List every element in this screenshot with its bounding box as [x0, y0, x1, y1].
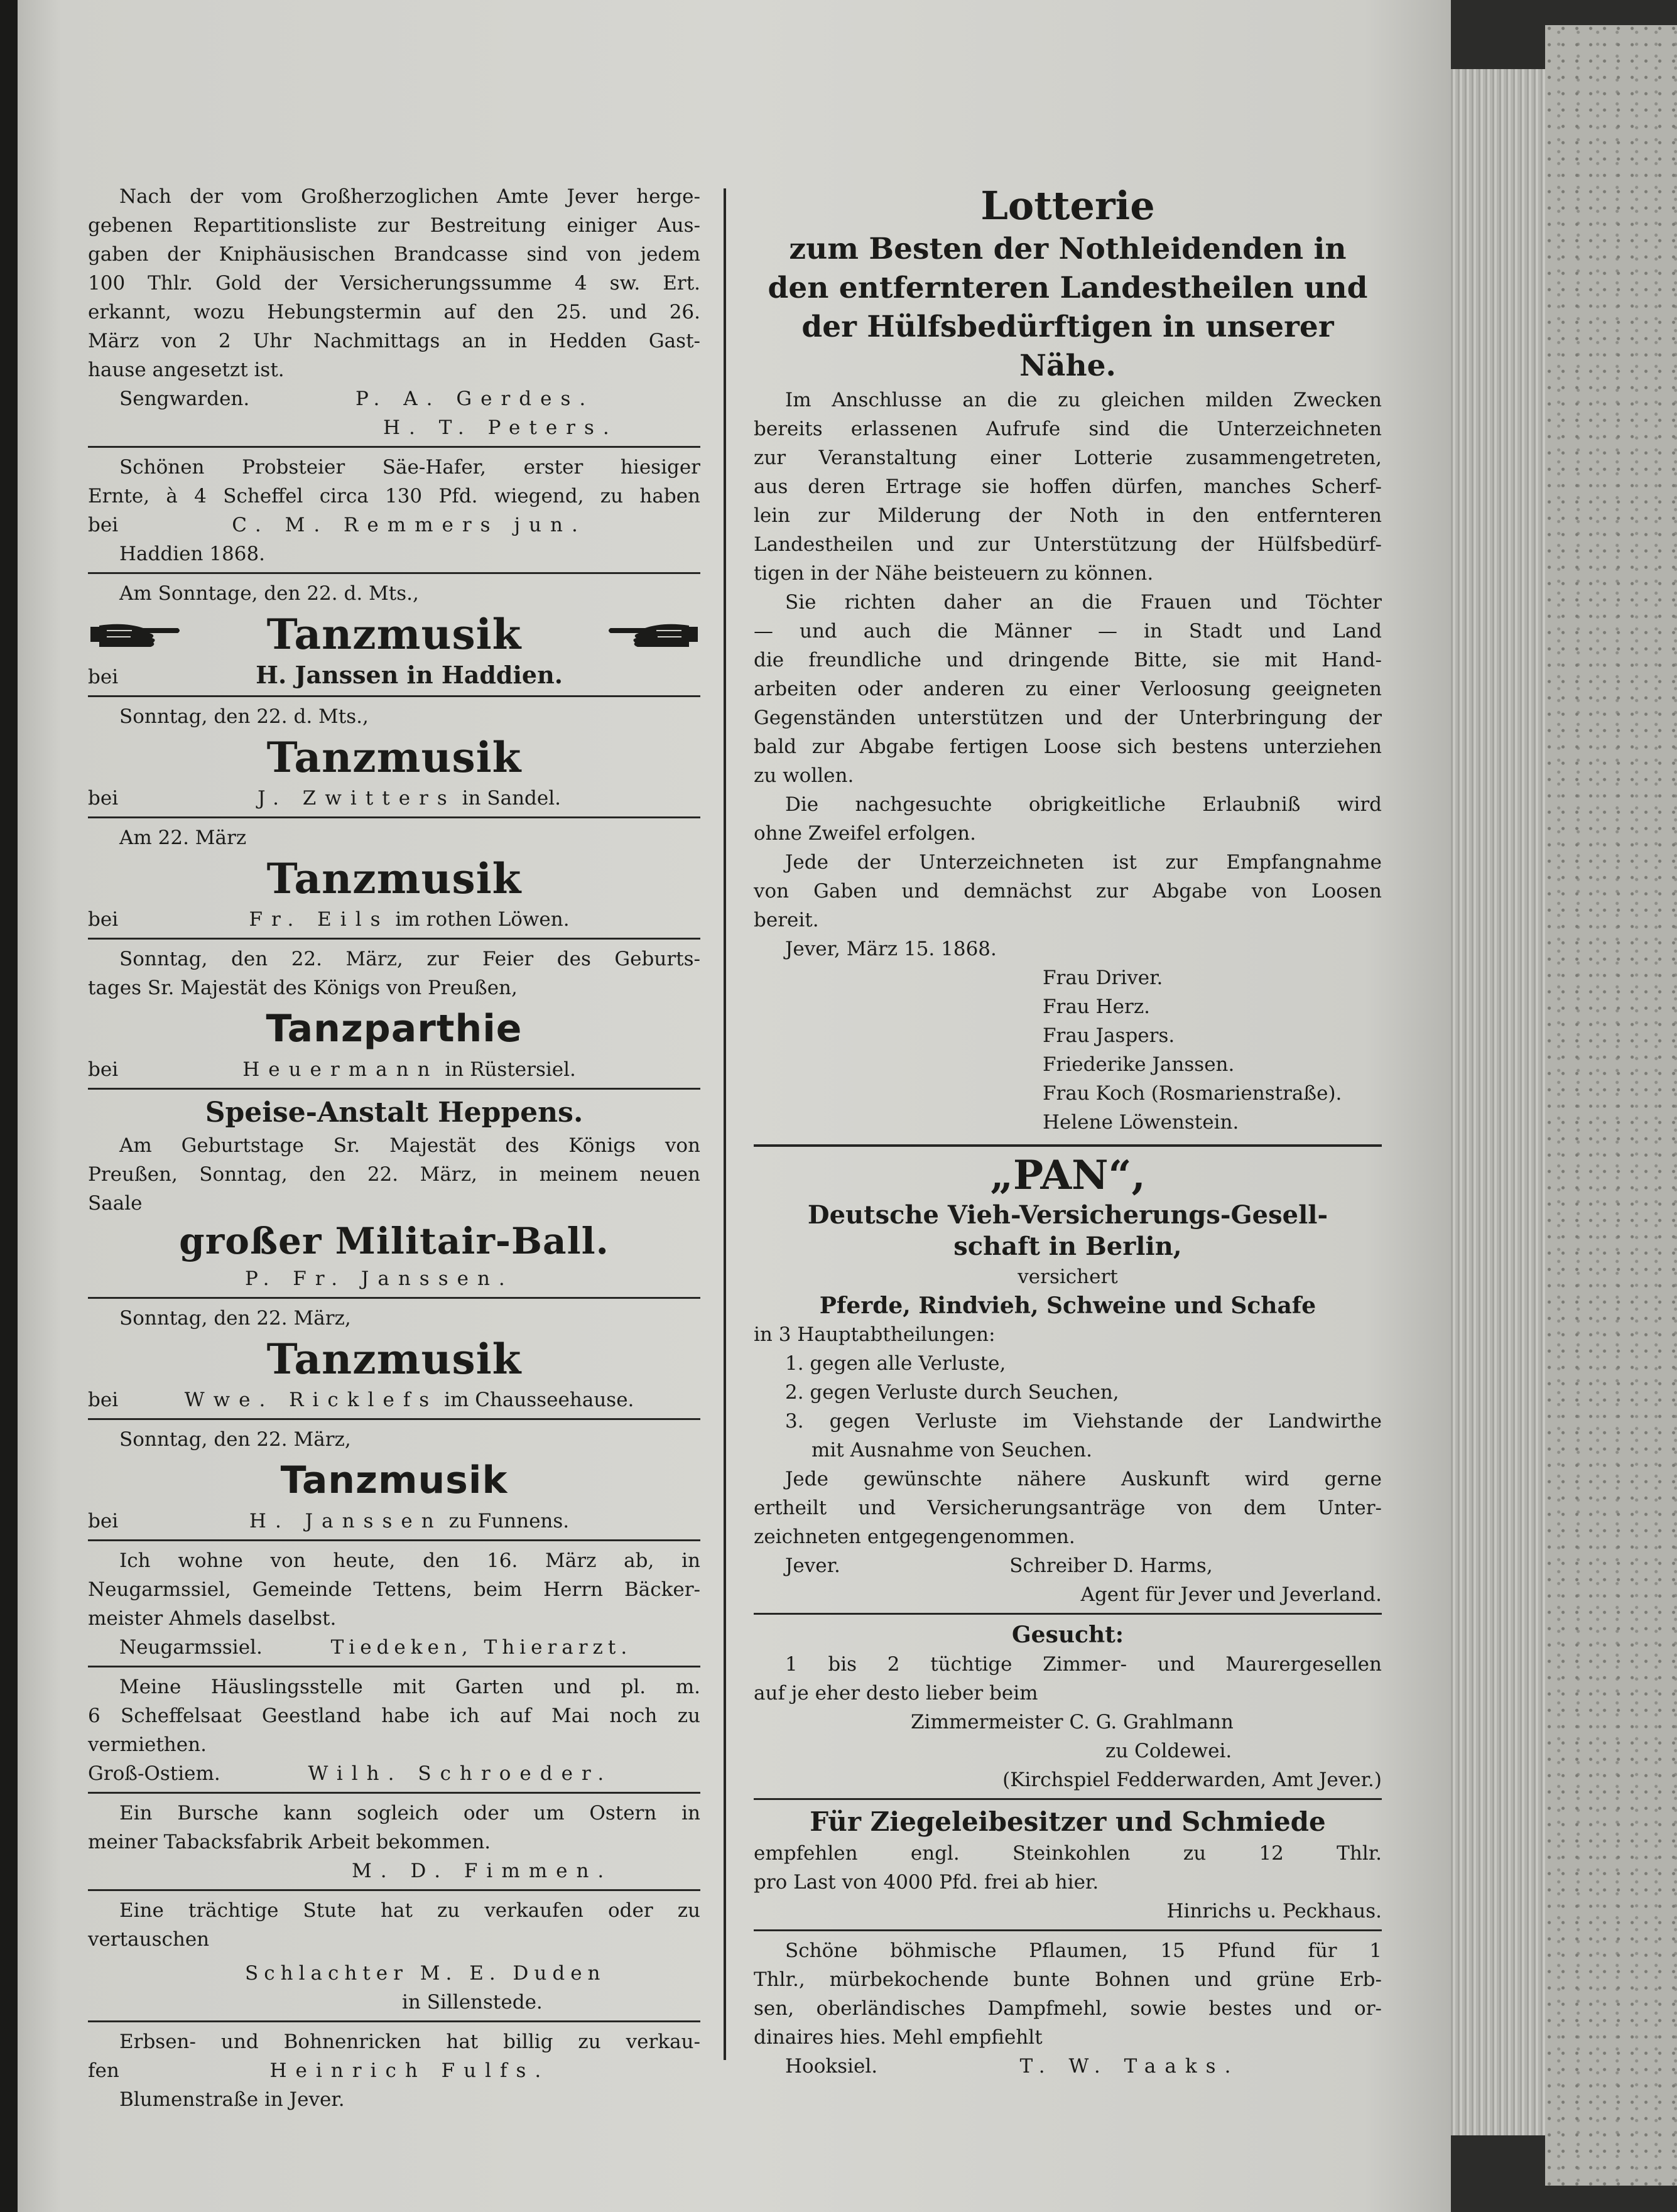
signature-location: zu Coldewei.	[1105, 1740, 1232, 1762]
host-name: Heuermann	[242, 1058, 439, 1081]
text-line: sen, oberländisches Dampfmehl, sowie bestes und or-	[754, 1997, 1382, 2020]
text-line: aus deren Ertrage sie hoffen dürfen, manches Scherf-	[754, 475, 1382, 498]
signature-row	[754, 2052, 1382, 2081]
headline: Gesucht:	[1011, 1622, 1124, 1648]
list-item: 3. gegen Verluste im Viehstande der Landwirthe	[785, 1410, 1382, 1433]
host-group	[118, 905, 700, 934]
text-line: hause angesetzt ist.	[88, 359, 285, 381]
signer: Helene Löwenstein.	[1043, 1111, 1239, 1134]
signature-row	[88, 511, 700, 539]
host-row	[88, 1507, 700, 1536]
event-date: Am Sonntage, den 22. d. Mts.,	[119, 582, 419, 605]
place: Haddien 1868.	[119, 543, 266, 565]
divider	[88, 695, 700, 697]
headline: Speise-Anstalt Heppens.	[205, 1097, 583, 1129]
text-line: ertheilt und Versicherungsanträge von dem Unter-	[754, 1497, 1382, 1519]
signer: Frau Herz.	[1043, 995, 1151, 1018]
event-date: Sonntag, den 22. d. Mts.,	[119, 705, 369, 728]
headline: „PAN“,	[990, 1152, 1146, 1199]
text-line: Gegenständen unterstützen und der Unterbringung der	[754, 707, 1382, 729]
text-line: Die nachgesuchte obrigkeitliche Erlaubniß wird	[785, 793, 1382, 816]
text-line: von Gaben und demnächst zur Abgabe von Loosen	[754, 880, 1382, 903]
divider	[88, 1792, 700, 1794]
text-fragment: fen	[88, 2059, 119, 2082]
bei-label: bei	[88, 1058, 119, 1081]
headline-row	[88, 608, 700, 661]
text-line: arbeiten oder anderen zu einer Verloosung geeigneten	[754, 678, 1382, 700]
subheadline: Nähe.	[1019, 349, 1116, 383]
text-line: bald zur Abgabe fertigen Loose sich bestens unterziehen	[754, 735, 1382, 758]
text-line: erkannt, wozu Hebungstermin auf den 25. und 26.	[88, 301, 700, 323]
ad-speise-anstalt	[88, 1095, 700, 1293]
signature: T. W. Taaks.	[1019, 2055, 1240, 2078]
list-item: 1. gegen alle Verluste,	[785, 1352, 1006, 1375]
headline: Für Ziegeleibesitzer und Schmiede	[810, 1806, 1326, 1837]
text-line: Ich wohne von heute, den 16. März ab, in	[119, 1549, 700, 1572]
text-line: dinaires hies. Mehl empfiehlt	[754, 2026, 1043, 2049]
host-row	[88, 1055, 700, 1084]
divider	[88, 1297, 700, 1299]
signature: Zimmermeister C. G. Grahlmann	[911, 1711, 1234, 1733]
signature-row	[754, 1551, 1382, 1580]
text-line: Jede gewünschte nähere Auskunft wird gerne	[785, 1468, 1382, 1490]
text-line: Sonntag, den 22. März, zur Feier des Geburts-	[119, 948, 700, 970]
event-date: Am 22. März	[119, 827, 247, 849]
address: Blumenstraße in Jever.	[119, 2088, 345, 2111]
headline: Tanzmusik	[266, 733, 522, 782]
text-line: in 3 Hauptabtheilungen:	[754, 1323, 996, 1346]
text-line: Im Anschlusse an die zu gleichen milden Zwecken	[785, 389, 1382, 411]
bei-label: bei	[88, 514, 119, 536]
text-line: versichert	[1018, 1266, 1118, 1288]
ad-pflaumen	[754, 1936, 1382, 2081]
headline: Tanzmusik	[266, 610, 522, 659]
right-column	[754, 182, 1382, 2081]
subheadline: schaft in Berlin,	[953, 1232, 1182, 1261]
text-line: die freundliche und dringende Bitte, sie mit Hand-	[754, 649, 1382, 671]
headline: Tanzmusik	[280, 1458, 508, 1502]
signature-row	[88, 1759, 700, 1788]
bei-label: bei	[88, 666, 119, 688]
host-location: zu Funnens.	[448, 1510, 570, 1532]
place: Sengwarden.	[119, 388, 250, 410]
host-location: im rothen Löwen.	[395, 908, 570, 931]
host-name: H. Janssen in Haddien.	[256, 661, 563, 689]
text-line: Schöne böhmische Pflaumen, 15 Pfund für 1	[785, 1939, 1382, 1962]
text-line: März von 2 Uhr Nachmittags an in Hedden Gast-	[88, 330, 700, 352]
text-line: vertauschen	[88, 1928, 210, 1951]
signature-row	[88, 1633, 700, 1662]
text-line: 6 Scheffelsaat Geestland habe ich auf Mai noch zu	[88, 1705, 700, 1727]
bei-label: bei	[88, 1389, 119, 1411]
ad-thierarzt	[88, 1546, 700, 1662]
text-line: Am Geburtstage Sr. Majestät des Königs von	[119, 1134, 700, 1157]
ad-gesucht	[754, 1620, 1382, 1794]
host-location: in Rüstersiel.	[445, 1058, 576, 1081]
text-line: Neugarmssiel, Gemeinde Tettens, beim Herrn Bäcker-	[88, 1578, 700, 1601]
column-separator	[724, 188, 726, 2060]
text-line: zu wollen.	[754, 764, 854, 787]
signature: M. D. Fimmen.	[352, 1860, 613, 1882]
text-line: 100 Thlr. Gold der Versicherungssumme 4 sw. Ert.	[88, 272, 700, 295]
divider	[88, 938, 700, 940]
page-edges	[1451, 69, 1545, 2135]
text-line: ohne Zweifel erfolgen.	[754, 822, 976, 845]
list-item: 2. gegen Verluste durch Seuchen,	[785, 1381, 1119, 1404]
text-line: Eine trächtige Stute hat zu verkaufen oder zu	[119, 1899, 700, 1922]
signature: Tiedeken, Thierarzt.	[330, 1636, 632, 1659]
place: Jever.	[785, 1554, 840, 1577]
text-line: bereits erlassenen Aufrufe sind die Unterzeichneten	[754, 418, 1382, 440]
pointing-hand-left-icon	[606, 618, 700, 651]
text-line: Saale	[88, 1192, 143, 1215]
animals-line: Pferde, Rindvieh, Schweine und Schafe	[819, 1293, 1316, 1319]
signature-row	[88, 384, 700, 413]
ad-tanzmusik-funnens	[88, 1425, 700, 1536]
host-name: Wwe. Ricklefs	[184, 1389, 438, 1411]
headline: Tanzmusik	[266, 1335, 522, 1384]
subheadline: Deutsche Vieh-Versicherungs-Gesell-	[807, 1200, 1328, 1230]
ad-erbsen	[88, 2027, 700, 2114]
divider	[88, 1418, 700, 1420]
host-group	[118, 1055, 700, 1084]
text-line: zur Veranstaltung einer Lotterie zusammengetreten,	[754, 447, 1382, 469]
text-line: 1 bis 2 tüchtige Zimmer- und Maurergesellen	[785, 1653, 1382, 1676]
host-name: Fr. Eils	[249, 908, 389, 931]
text-line: gaben der Kniphäusischen Brandcasse sind von jedem	[88, 243, 700, 266]
divider	[88, 1889, 700, 1891]
host-row	[88, 905, 700, 934]
event-date: Sonntag, den 22. März,	[119, 1307, 351, 1330]
pointing-hand-right-icon	[88, 618, 182, 651]
signer: Frau Driver.	[1043, 967, 1163, 989]
text-line: Meine Häuslingsstelle mit Garten und pl. m.	[119, 1676, 700, 1698]
signature: Heinrich Fulfs.	[269, 2059, 550, 2082]
signer: Frau Jaspers.	[1043, 1024, 1175, 1047]
ad-tanzmusik-chausseehaus	[88, 1304, 700, 1414]
host-row	[88, 661, 700, 691]
subheadline: zum Besten der Nothleidenden in	[789, 232, 1347, 266]
date-line: Jever, März 15. 1868.	[785, 938, 997, 960]
signature-note: (Kirchspiel Fedderwarden, Amt Jever.)	[1002, 1769, 1382, 1791]
text-line: Ein Bursche kann sogleich oder um Ostern in	[119, 1802, 700, 1824]
text-line: meiner Tabacksfabrik Arbeit bekommen.	[88, 1831, 491, 1853]
text-line: Nach der vom Großherzoglichen Amte Jever herge-	[119, 185, 700, 208]
signature: Hinrichs u. Peckhaus.	[1166, 1900, 1382, 1922]
host-name: J. Zwitters	[258, 787, 456, 810]
subheadline: den entfernteren Landestheilen und	[768, 271, 1368, 305]
signature: P. A. Gerdes.	[355, 388, 595, 410]
text-line: empfehlen engl. Steinkohlen zu 12 Thlr.	[754, 1842, 1382, 1865]
host-location: in Sandel.	[462, 787, 562, 810]
divider	[88, 1088, 700, 1090]
ad-tanzparthie	[88, 945, 700, 1084]
divider	[754, 1144, 1382, 1147]
event-date: Sonntag, den 22. März,	[119, 1428, 351, 1451]
event-title: großer Militair-Ball.	[179, 1220, 609, 1262]
text-line: tigen in der Nähe beisteuern zu können.	[754, 562, 1154, 585]
bei-label: bei	[88, 1510, 119, 1532]
text-line: meister Ahmels daselbst.	[88, 1607, 337, 1630]
text-line: Ernte, à 4 Scheffel circa 130 Pfd. wiegend, zu haben	[88, 485, 700, 507]
left-column	[88, 182, 700, 2114]
text-line: Schönen Probsteier Säe-Hafer, erster hiesiger	[119, 456, 700, 479]
signature: P. Fr. Janssen.	[245, 1267, 514, 1290]
text-line: lein zur Milderung der Noth in den entfernteren	[754, 504, 1382, 527]
signature: Wilh. Schroeder.	[308, 1762, 613, 1785]
text-line: gebenen Repartitionsliste zur Bestreitung einiger Aus-	[88, 214, 700, 237]
ad-bursche	[88, 1799, 700, 1885]
subheadline: der Hülfsbedürftigen in unserer	[801, 310, 1334, 344]
text-line: auf je eher desto lieber beim	[754, 1682, 1038, 1705]
headline: Tanzmusik	[266, 854, 522, 903]
ad-tanzmusik-haddien	[88, 579, 700, 691]
host-group	[118, 784, 700, 813]
host-location: im Chausseehause.	[444, 1389, 634, 1411]
text-line: — und auch die Männer — in Stadt und Land	[754, 620, 1382, 642]
signature: H. T. Peters.	[383, 416, 618, 439]
divider	[88, 446, 700, 448]
signer: Frau Koch (Rosmarienstraße).	[1043, 1082, 1342, 1105]
text-line: Erbsen- und Bohnenricken hat billig zu verkau-	[119, 2030, 700, 2053]
text-line: Preußen, Sonntag, den 22. März, in meinem neuen	[88, 1163, 700, 1186]
ad-tanzmusik-sandel	[88, 702, 700, 813]
text-line: bereit.	[754, 909, 819, 931]
spacer	[88, 1954, 700, 1959]
text-line: pro Last von 4000 Pfd. frei ab hier.	[754, 1871, 1099, 1894]
signature-row	[88, 2056, 700, 2085]
ad-haeuslingsstelle	[88, 1673, 700, 1788]
text-line: vermiethen.	[88, 1733, 207, 1756]
text-line: Jede der Unterzeichneten ist zur Empfangnahme	[785, 851, 1382, 874]
text-line: Landestheilen und zur Unterstützung der Hülfsbedürf-	[754, 533, 1382, 556]
host-row	[88, 784, 700, 813]
signature: Schlachter M. E. Duden	[245, 1962, 606, 1985]
divider	[754, 1613, 1382, 1615]
book-cover	[1545, 25, 1677, 2186]
text-line: Thlr., mürbekochende bunte Bohnen und grüne Erb-	[754, 1968, 1382, 1991]
divider	[754, 1929, 1382, 1931]
host-row	[88, 1385, 700, 1414]
ad-tanzmusik-loewen	[88, 823, 700, 934]
bei-label: bei	[88, 787, 119, 810]
divider	[754, 1798, 1382, 1800]
book-gutter	[0, 0, 18, 2212]
place: Groß-Ostiem.	[88, 1762, 220, 1785]
signature-title: Agent für Jever und Jeverland.	[1080, 1583, 1382, 1606]
list-item-continuation: mit Ausnahme von Seuchen.	[811, 1439, 1092, 1461]
signature: C. M. Remmers jun.	[232, 514, 587, 536]
divider	[88, 816, 700, 818]
signature-location: in Sillenstede.	[402, 1991, 543, 2014]
ad-steinkohlen	[754, 1805, 1382, 1926]
ad-stute	[88, 1896, 700, 2017]
ad-brandcasse	[88, 182, 700, 442]
place: Hooksiel.	[785, 2055, 878, 2078]
place: Neugarmssiel.	[119, 1636, 263, 1659]
host-group	[118, 1507, 700, 1536]
divider	[88, 2020, 700, 2022]
signature: Schreiber D. Harms,	[1009, 1554, 1213, 1577]
ad-saehafer	[88, 453, 700, 568]
divider	[88, 572, 700, 574]
text-line: zeichneten entgegengenommen.	[754, 1526, 1075, 1548]
headline: Lotterie	[980, 183, 1155, 229]
bei-label: bei	[88, 908, 119, 931]
host-name: H. Janssen	[249, 1510, 443, 1532]
ad-lotterie	[754, 182, 1382, 1137]
headline: Tanzparthie	[266, 1007, 523, 1051]
text-line: tages Sr. Majestät des Königs von Preußen,	[88, 977, 518, 999]
divider	[88, 1539, 700, 1541]
ad-pan-versicherung	[754, 1152, 1382, 1609]
text-line: Sie richten daher an die Frauen und Töchter	[785, 591, 1382, 614]
divider	[88, 1666, 700, 1667]
host-group	[118, 1385, 700, 1414]
signer: Friederike Janssen.	[1043, 1053, 1235, 1076]
